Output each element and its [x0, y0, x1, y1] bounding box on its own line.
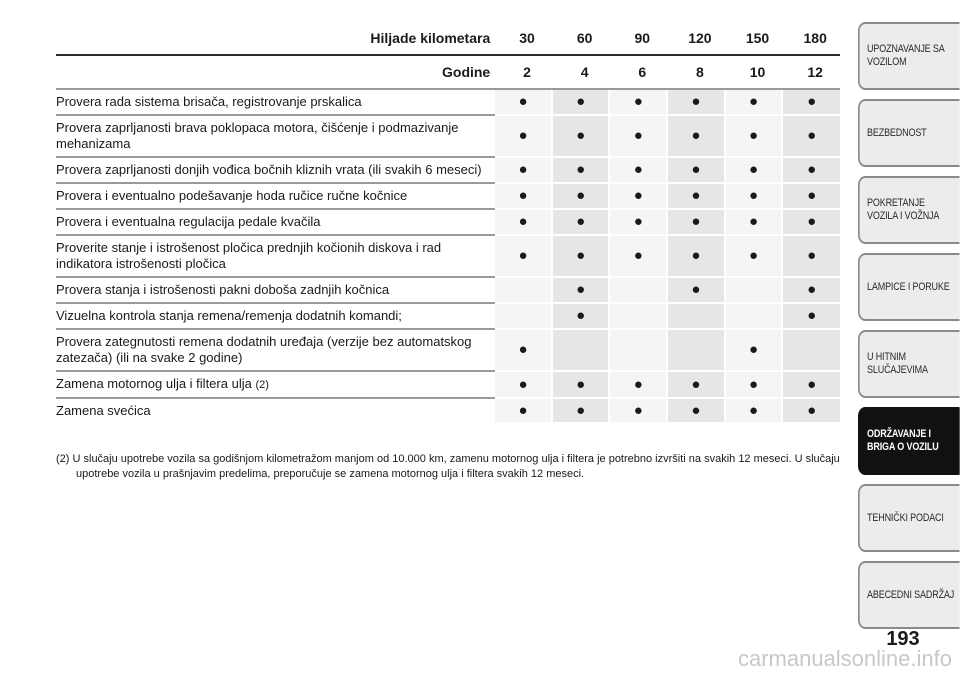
service-dot: ●	[494, 235, 552, 277]
service-dot: ●	[552, 89, 610, 115]
header-km-cell: 120	[667, 22, 725, 55]
table-row	[56, 398, 840, 423]
service-dot: ●	[782, 398, 840, 423]
header-row-years	[56, 55, 840, 89]
watermark: carmanualsonline.info	[737, 646, 952, 671]
table-row	[56, 329, 840, 371]
service-dot: ●	[494, 329, 552, 371]
header-km-cell: 180	[782, 22, 840, 55]
service-dot: ●	[609, 235, 667, 277]
row-label-text: Zamena svećica	[56, 403, 151, 418]
header-km-label: Hiljade kilometara	[56, 22, 494, 55]
sidebar-tab[interactable]	[858, 253, 960, 321]
row-label	[56, 115, 494, 157]
service-dot: ●	[667, 371, 725, 398]
service-dot: ●	[552, 277, 610, 303]
empty-cell	[609, 277, 667, 303]
sidebar-tab-label: U HITNIM SLUČAJEVIMA	[867, 351, 928, 376]
footnote	[56, 452, 846, 482]
service-dot: ●	[609, 89, 667, 115]
service-dot: ●	[667, 183, 725, 209]
row-label	[56, 209, 494, 235]
service-dot: ●	[725, 329, 783, 371]
service-dot: ●	[552, 183, 610, 209]
table-row	[56, 89, 840, 115]
row-label-text: Provera rada sistema brisača, registrovanje prskalica	[56, 94, 362, 109]
service-dot: ●	[782, 209, 840, 235]
service-dot: ●	[725, 398, 783, 423]
service-dot: ●	[494, 157, 552, 183]
header-years-cell: 6	[609, 55, 667, 89]
empty-cell	[552, 329, 610, 371]
row-label	[56, 277, 494, 303]
sidebar-tab[interactable]	[858, 99, 960, 167]
row-label	[56, 89, 494, 115]
service-dot: ●	[782, 157, 840, 183]
service-dot: ●	[609, 209, 667, 235]
empty-cell	[725, 303, 783, 329]
empty-cell	[667, 329, 725, 371]
service-dot: ●	[725, 209, 783, 235]
sidebar-tab-label: LAMPICE I PORUKE	[867, 280, 950, 293]
row-label-text: Provera zategnutosti remena dodatnih uređaja (verzije bez automatskog zatezača) (ili na svake 2 godine)	[56, 334, 472, 365]
service-dot: ●	[782, 277, 840, 303]
sidebar-tab[interactable]	[858, 407, 960, 475]
service-dot: ●	[609, 371, 667, 398]
service-dot: ●	[667, 398, 725, 423]
empty-cell	[609, 329, 667, 371]
header-km-cell: 90	[609, 22, 667, 55]
service-dot: ●	[725, 183, 783, 209]
empty-cell	[494, 303, 552, 329]
service-dot: ●	[725, 235, 783, 277]
header-km-cell: 150	[725, 22, 783, 55]
service-dot: ●	[725, 89, 783, 115]
service-dot: ●	[552, 209, 610, 235]
row-label	[56, 303, 494, 329]
sidebar-tab[interactable]	[858, 176, 960, 244]
header-years-label: Godine	[56, 55, 494, 89]
service-dot: ●	[782, 89, 840, 115]
row-label-text: Proverite stanje i istrošenost pločica prednjih kočionih diskova i rad indikatora istrošenosti pločica	[56, 240, 442, 271]
table-row	[56, 157, 840, 183]
service-dot: ●	[667, 89, 725, 115]
header-row-km	[56, 22, 840, 55]
sidebar-tab[interactable]	[858, 330, 960, 398]
sidebar-tab-label: BEZBEDNOST	[867, 126, 927, 139]
row-label	[56, 329, 494, 371]
table-row	[56, 277, 840, 303]
service-dot: ●	[552, 157, 610, 183]
service-dot: ●	[609, 398, 667, 423]
table-row	[56, 371, 840, 398]
sidebar-tab[interactable]	[858, 484, 960, 552]
sidebar-tab-label: UPOZNAVANJE SA VOZILOM	[867, 43, 945, 68]
service-dot: ●	[494, 209, 552, 235]
row-label	[56, 183, 494, 209]
table-row	[56, 303, 840, 329]
row-label-text: Vizuelna kontrola stanja remena/remenja dodatnih komandi;	[56, 308, 402, 323]
service-dot: ●	[552, 235, 610, 277]
service-dot: ●	[782, 115, 840, 157]
service-dot: ●	[667, 115, 725, 157]
empty-cell	[667, 303, 725, 329]
header-years-cell: 2	[494, 55, 552, 89]
sidebar-tab[interactable]	[858, 561, 960, 629]
sidebar-tab-label: ODRŽAVANJE I BRIGA O VOZILU	[867, 428, 939, 453]
header-km-cell: 60	[552, 22, 610, 55]
service-dot: ●	[667, 209, 725, 235]
service-dot: ●	[494, 398, 552, 423]
row-label-text: Provera stanja i istrošenosti pakni doboša zadnjih kočnica	[56, 282, 390, 297]
page-number: 193	[886, 628, 920, 650]
header-years-cell: 12	[782, 55, 840, 89]
service-dot: ●	[782, 235, 840, 277]
empty-cell	[782, 329, 840, 371]
service-dot: ●	[609, 157, 667, 183]
row-label-text: Provera i eventualno podešavanje hoda ručice ručne kočnice	[56, 188, 408, 203]
sidebar-tab-label: TEHNIČKI PODACI	[867, 511, 944, 524]
service-dot: ●	[552, 303, 610, 329]
empty-cell	[494, 277, 552, 303]
table-row	[56, 235, 840, 277]
row-label	[56, 398, 494, 423]
service-dot: ●	[782, 303, 840, 329]
empty-cell	[725, 277, 783, 303]
service-dot: ●	[609, 183, 667, 209]
row-label	[56, 371, 494, 398]
maintenance-schedule	[56, 22, 840, 424]
service-dot: ●	[782, 183, 840, 209]
row-label-text: Provera zaprljanosti brava poklopaca motora, čišćenje i podmazivanje mehanizama	[56, 120, 459, 151]
service-dot: ●	[725, 115, 783, 157]
table-row	[56, 115, 840, 157]
row-label-text: Provera zaprljanosti donjih vođica bočnih kliznih vrata (ili svakih 6 meseci)	[56, 162, 482, 177]
service-dot: ●	[667, 157, 725, 183]
sidebar-tab-label: POKRETANJE VOZILA I VOŽNJA	[867, 197, 940, 222]
service-dot: ●	[552, 371, 610, 398]
service-dot: ●	[494, 371, 552, 398]
header-years-cell: 8	[667, 55, 725, 89]
service-dot: ●	[782, 371, 840, 398]
row-label-text: Provera i eventualna regulacija pedale kvačila	[56, 214, 321, 229]
service-dot: ●	[552, 115, 610, 157]
service-dot: ●	[725, 157, 783, 183]
row-label	[56, 235, 494, 277]
empty-cell	[609, 303, 667, 329]
sidebar-tab[interactable]	[858, 22, 960, 90]
sidebar-tab-label: ABECEDNI SADRŽAJ	[867, 588, 955, 601]
service-dot: ●	[609, 115, 667, 157]
table-row	[56, 183, 840, 209]
chapter-sidebar	[858, 22, 960, 638]
footnote-text: (2) U slučaju upotrebe vozila sa godišnjom kilometražom manjom od 10.000 km, zamenu motornog ulja i filtera je potrebno izvršiti na svakih 12 meseci. U slučaju upotrebe vozila u prašnjavim predelima, preporučuje se zamena motornog ulja i filtera svakih 12 meseci.	[56, 453, 840, 480]
service-dot: ●	[725, 371, 783, 398]
service-dot: ●	[552, 398, 610, 423]
service-dot: ●	[494, 89, 552, 115]
header-years-cell: 10	[725, 55, 783, 89]
table-row	[56, 209, 840, 235]
header-km-cell: 30	[494, 22, 552, 55]
header-years-cell: 4	[552, 55, 610, 89]
service-dot: ●	[494, 183, 552, 209]
row-label	[56, 157, 494, 183]
service-dot: ●	[667, 235, 725, 277]
maintenance-table	[56, 22, 840, 424]
row-label-text: Zamena motornog ulja i filtera ulja	[56, 376, 252, 391]
footnote-ref: (2)	[255, 379, 269, 391]
service-dot: ●	[494, 115, 552, 157]
service-dot: ●	[667, 277, 725, 303]
